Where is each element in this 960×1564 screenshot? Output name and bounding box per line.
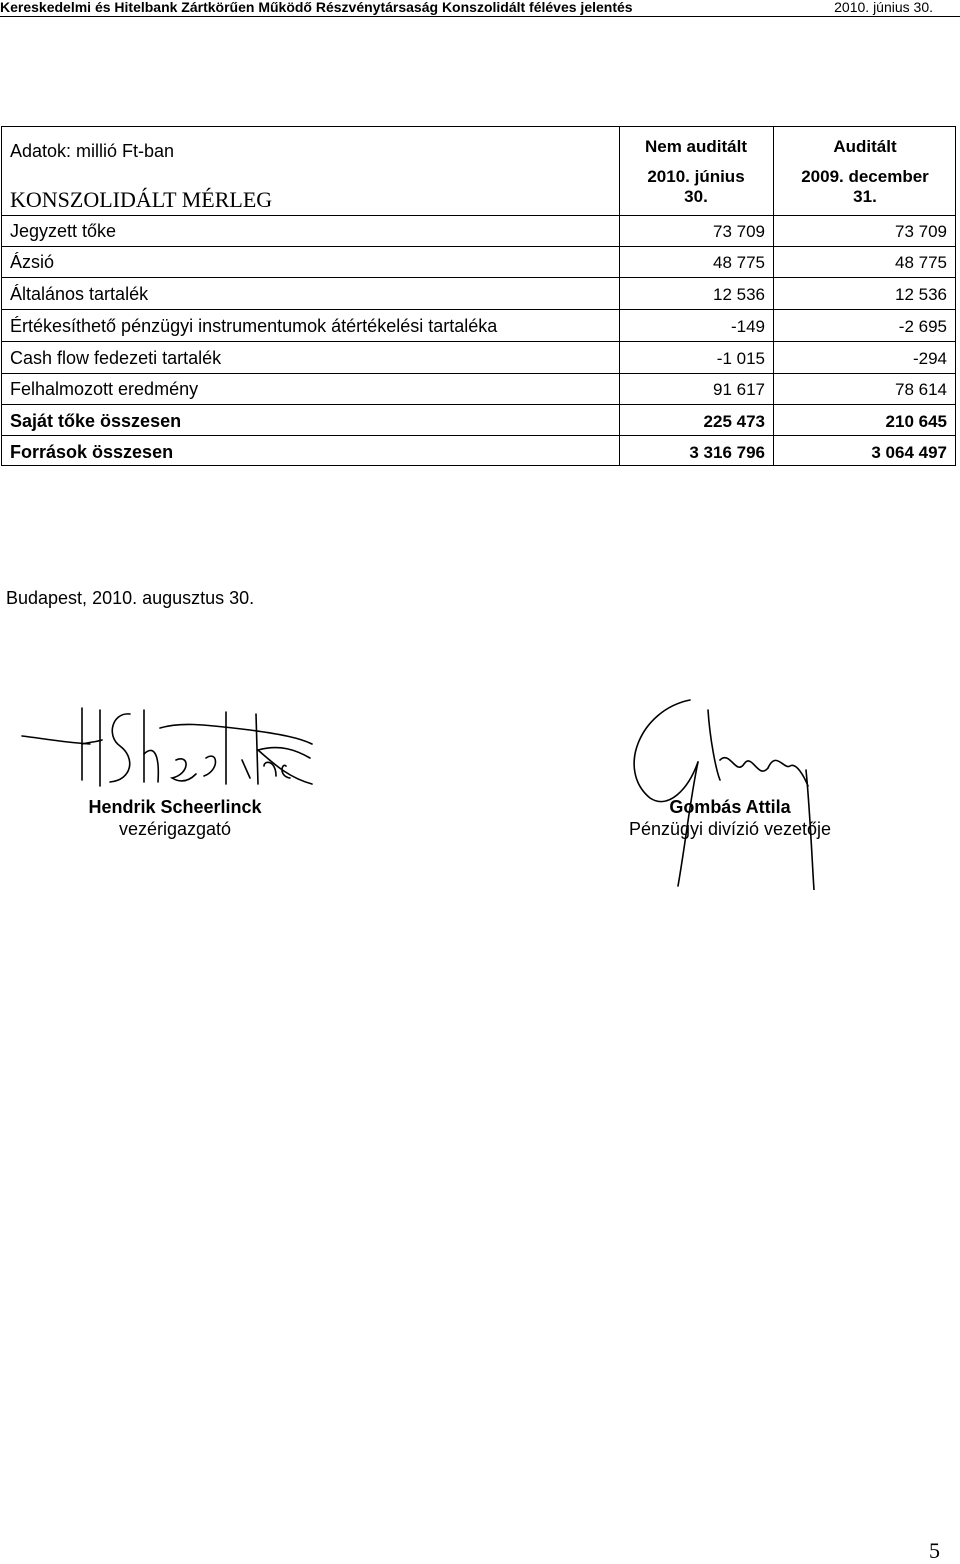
value-prior: -294 — [912, 349, 947, 368]
value-current: 91 617 — [713, 380, 765, 399]
row-label: Cash flow fedezeti tartalék — [10, 348, 222, 368]
value-current: -1 015 — [716, 349, 765, 368]
row-label: Felhalmozott eredmény — [10, 379, 199, 399]
row-divider — [2, 246, 955, 247]
value-prior: 73 709 — [895, 222, 947, 241]
row-label: Ázsió — [10, 252, 55, 272]
balance-sheet-table — [1, 126, 956, 466]
value-current: 12 536 — [713, 285, 765, 304]
row-label: Saját tőke összesen — [10, 411, 182, 431]
value-prior: 210 645 — [885, 412, 947, 431]
signatory-2 — [600, 796, 860, 840]
value-prior: 78 614 — [895, 380, 947, 399]
value-current: 3 316 796 — [689, 443, 765, 462]
value-prior: 3 064 497 — [871, 443, 947, 462]
value-prior: 12 536 — [895, 285, 947, 304]
column-date-line2: 30. — [684, 187, 708, 206]
page-number: 5 — [929, 1538, 940, 1563]
column-header-current — [620, 137, 772, 207]
row-divider — [2, 435, 955, 436]
signatory-name: Gombás Attila — [669, 797, 791, 817]
value-current: 225 473 — [703, 412, 765, 431]
value-prior: -2 695 — [898, 317, 947, 336]
signature-1-image — [20, 700, 340, 790]
row-divider — [2, 277, 955, 278]
report-title: Kereskedelmi és Hitelbank Zártkörűen Működő Részvénytársaság Konszolidált féléves jelentés — [0, 0, 633, 15]
value-current: -149 — [730, 317, 765, 336]
row-divider — [2, 373, 955, 374]
units-label: Adatok: millió Ft-ban — [10, 141, 175, 161]
signatory-title: vezérigazgató — [118, 819, 232, 839]
report-date: 2010. június 30. — [834, 0, 933, 15]
signature-2-image — [620, 690, 840, 890]
page-header — [0, 0, 960, 17]
row-divider — [2, 404, 955, 405]
row-divider — [2, 341, 955, 342]
column-header-prior — [774, 137, 956, 207]
row-label: Források összesen — [10, 442, 174, 462]
column-date-line1: 2010. június — [647, 167, 745, 186]
row-divider — [2, 309, 955, 310]
column-date-line1: 2009. december — [801, 167, 929, 186]
place-and-date: Budapest, 2010. augusztus 30. — [6, 588, 255, 608]
value-current: 48 775 — [713, 253, 765, 272]
column-status: Auditált — [833, 137, 897, 156]
signatory-name: Hendrik Scheerlinck — [88, 797, 262, 817]
row-label: Általános tartalék — [10, 284, 149, 304]
column-status: Nem auditált — [644, 137, 748, 156]
column-date-line2: 31. — [853, 187, 877, 206]
value-current: 73 709 — [713, 222, 765, 241]
row-label: Jegyzett tőke — [10, 221, 117, 241]
value-prior: 48 775 — [895, 253, 947, 272]
table-title: KONSZOLIDÁLT MÉRLEG — [10, 187, 273, 212]
signatory-1 — [40, 796, 310, 840]
row-label: Értékesíthető pénzügyi instrumentumok átértékelési tartaléka — [10, 316, 498, 336]
signatory-title: Pénzügyi divízió vezetője — [628, 819, 832, 839]
row-divider — [2, 215, 955, 216]
